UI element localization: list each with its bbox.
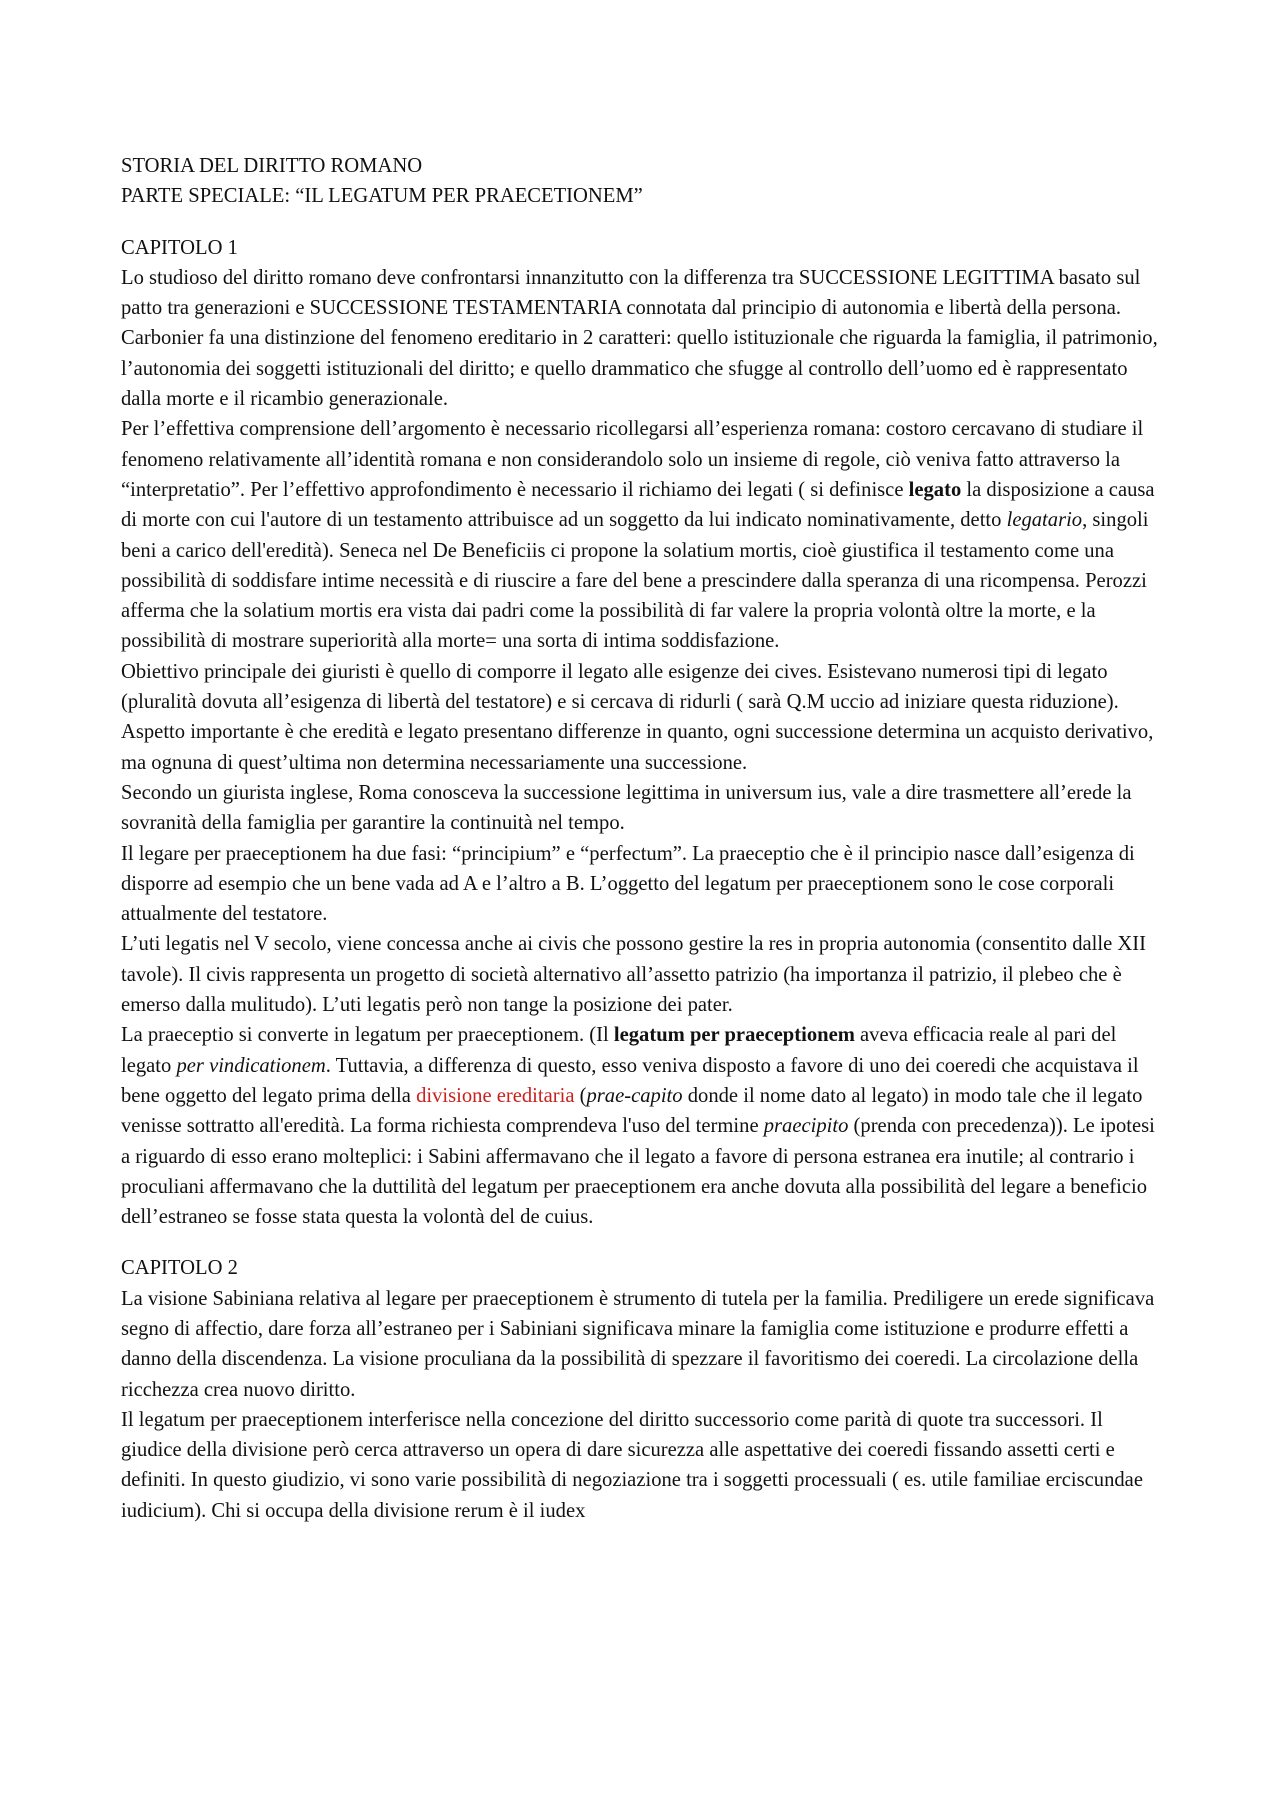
italic-term-legatario: legatario [1006, 509, 1083, 532]
chapter-2-paragraph-1: La visione Sabiniana relativa al legare per praeceptionem è strumento di tutela per la familia. Prediligere un erede significava segno di affectio, dare forza all’estraneo per i Sabiniani significava minare la famiglia come istituzione e produrre effetti a danno della discendenza. La visione proculiana da la possibilità di spezzare il favoritismo dei coeredi. La circolazione della ricchezza crea nuovo diritto. [121, 1287, 1155, 1401]
italic-term-prae-capito: prae-capito [586, 1084, 683, 1107]
chapter-1-paragraph-7: L’uti legatis nel V secolo, viene concessa anche ai civis che possono gestire la res in propria autonomia (consentito dalle XII tavole). Il civis rappresenta un progetto di società alternativo all’assetto patrizio (ha importanza il patrizio, il plebeo che è emerso dalla mulitudo). L’uti legatis però non tange la posizione dei pater. [121, 933, 1147, 1017]
italic-term-vindicationem: per vindicationem [176, 1054, 326, 1077]
chapter-2-paragraph-2: Il legatum per praeceptionem interferisce nella concezione del diritto successorio come parità di quote tra successori. Il giudice della divisione però cerca attraverso un opera di dare sicurezza alle aspettative dei coeredi fissando assetti certi e definiti. In questo giudizio, vi sono varie possibilità di negoziazione tra i soggetti processuali ( es. utile familiae erciscundae iudicium). Chi si occupa della divisione rerum è il iudex [121, 1408, 1143, 1522]
chapter-1-paragraph-2: Carbonier fa una distinzione del fenomeno ereditario in 2 caratteri: quello istituzionale che riguarda la famiglia, il patrimonio, l’autonomia dei soggetti istituzionali del diritto; e quello drammatico che sfugge al controllo dell’uomo ed è rappresentato dalla morte e il ricambio generazionale. [121, 327, 1158, 411]
text-run: ( [574, 1084, 587, 1107]
chapter-2-heading: CAPITOLO 2 [121, 1257, 238, 1280]
text-run: la disposizione a causa di morte con cui l'autore di un testamento attribuisce ad un soggetto da lui indicato nominativamente, detto [121, 478, 1155, 532]
chapter-1-paragraph-3 [121, 414, 1166, 656]
divisione-ereditaria-link[interactable]: divisione ereditaria [416, 1084, 575, 1107]
document-title: STORIA DEL DIRITTO ROMANO [121, 155, 423, 177]
text-run: , singoli beni a carico dell'eredità). Seneca nel De Beneficiis ci propone la solatium mortis, cioè giustifica il testamento come una possibilità di soddisfare intime necessità e di riuscire a fare del bene a prescindere dalla speranza di una ricompensa. Perozzi afferma che la solatium mortis era vista dai padri come la possibilità di far valere la propria volontà oltre la morte, e la possibilità di mostrare superiorità alla morte= una sorta di intima soddisfazione. [121, 509, 1149, 653]
text-run: La praeceptio si converte in legatum per praeceptionem. (Il [121, 1024, 614, 1047]
chapter-1-paragraph-8 [121, 1020, 1166, 1232]
spacer [121, 212, 1166, 233]
document-subtitle: PARTE SPECIALE: “IL LEGATUM PER PRAECETIONEM” [121, 185, 643, 208]
text-run: aveva efficacia reale al pari del legato [121, 1024, 1117, 1077]
text-run: . Tuttavia, a differenza di questo, esso veniva disposto a favore di uno dei coeredi che acquistava il bene oggetto del legato prima della [121, 1054, 1139, 1107]
bold-term-legatum: legatum per praeceptionem [613, 1024, 855, 1047]
italic-term-praecipito: praecipito [763, 1115, 849, 1138]
spacer [121, 1232, 1166, 1253]
chapter-1-paragraph-4: Obiettivo principale dei giuristi è quello di comporre il legato alle esigenze dei cives. Esistevano numerosi tipi di legato (pluralità dovuta all’esigenza di libertà del testatore) e si cercava di ridurli ( sarà Q.M uccio ad iniziare questa riduzione). Aspetto importante è che eredità e legato presentano differenze in quanto, ogni successione determina un acquisto derivativo, ma ognuna di quest’ultima non determina necessariamente una successione. [121, 660, 1154, 774]
text-run: donde il nome dato al legato) in modo tale che il legato venisse sottratto all'eredità. La forma richiesta comprendeva l'uso del termine [121, 1084, 1143, 1138]
bold-term-legato: legato [908, 478, 962, 501]
text-run: Per l’effettiva comprensione dell’argomento è necessario ricollegarsi all’esperienza romana: costoro cercavano di studiare il fenomeno relativamente all’identità romana e non considerandolo solo un insieme di regole, ciò veniva fatto attraverso la “interpretatio”. Per l’effettivo approfondimento è necessario il richiamo dei legati ( si definisce [121, 418, 1144, 501]
chapter-1-heading: CAPITOLO 1 [121, 236, 238, 259]
text-run: (prenda con precedenza)). Le ipotesi a riguardo di esso erano molteplici: i Sabini affermavano che il legato a favore di persona estranea era inutile; al contrario i proculiani affermavano che la duttilità del legatum per praeceptionem era anche dovuta alla possibilità del legare a beneficio dell’estraneo se fosse stata questa la volontà del de cuius. [121, 1115, 1155, 1229]
chapter-1-paragraph-5: Secondo un giurista inglese, Roma conosceva la successione legittima in universum ius, vale a dire trasmettere all’erede la sovranità della famiglia per garantire la continuità nel tempo. [121, 781, 1132, 835]
document-page [121, 151, 1166, 1526]
chapter-1-paragraph-1: Lo studioso del diritto romano deve confrontarsi innanzitutto con la differenza tra SUCCESSIONE LEGITTIMA basato sul patto tra generazioni e SUCCESSIONE TESTAMENTARIA connotata dal principio di autonomia e libertà della persona. [121, 266, 1141, 320]
chapter-1-paragraph-6: Il legare per praeceptionem ha due fasi: “principium” e “perfectum”. La praeceptio che è il principio nasce dall’esigenza di disporre ad esempio che un bene vada ad A e l’altro a B. L’oggetto del legatum per praeceptionem sono le cose corporali attualmente del testatore. [121, 842, 1135, 926]
